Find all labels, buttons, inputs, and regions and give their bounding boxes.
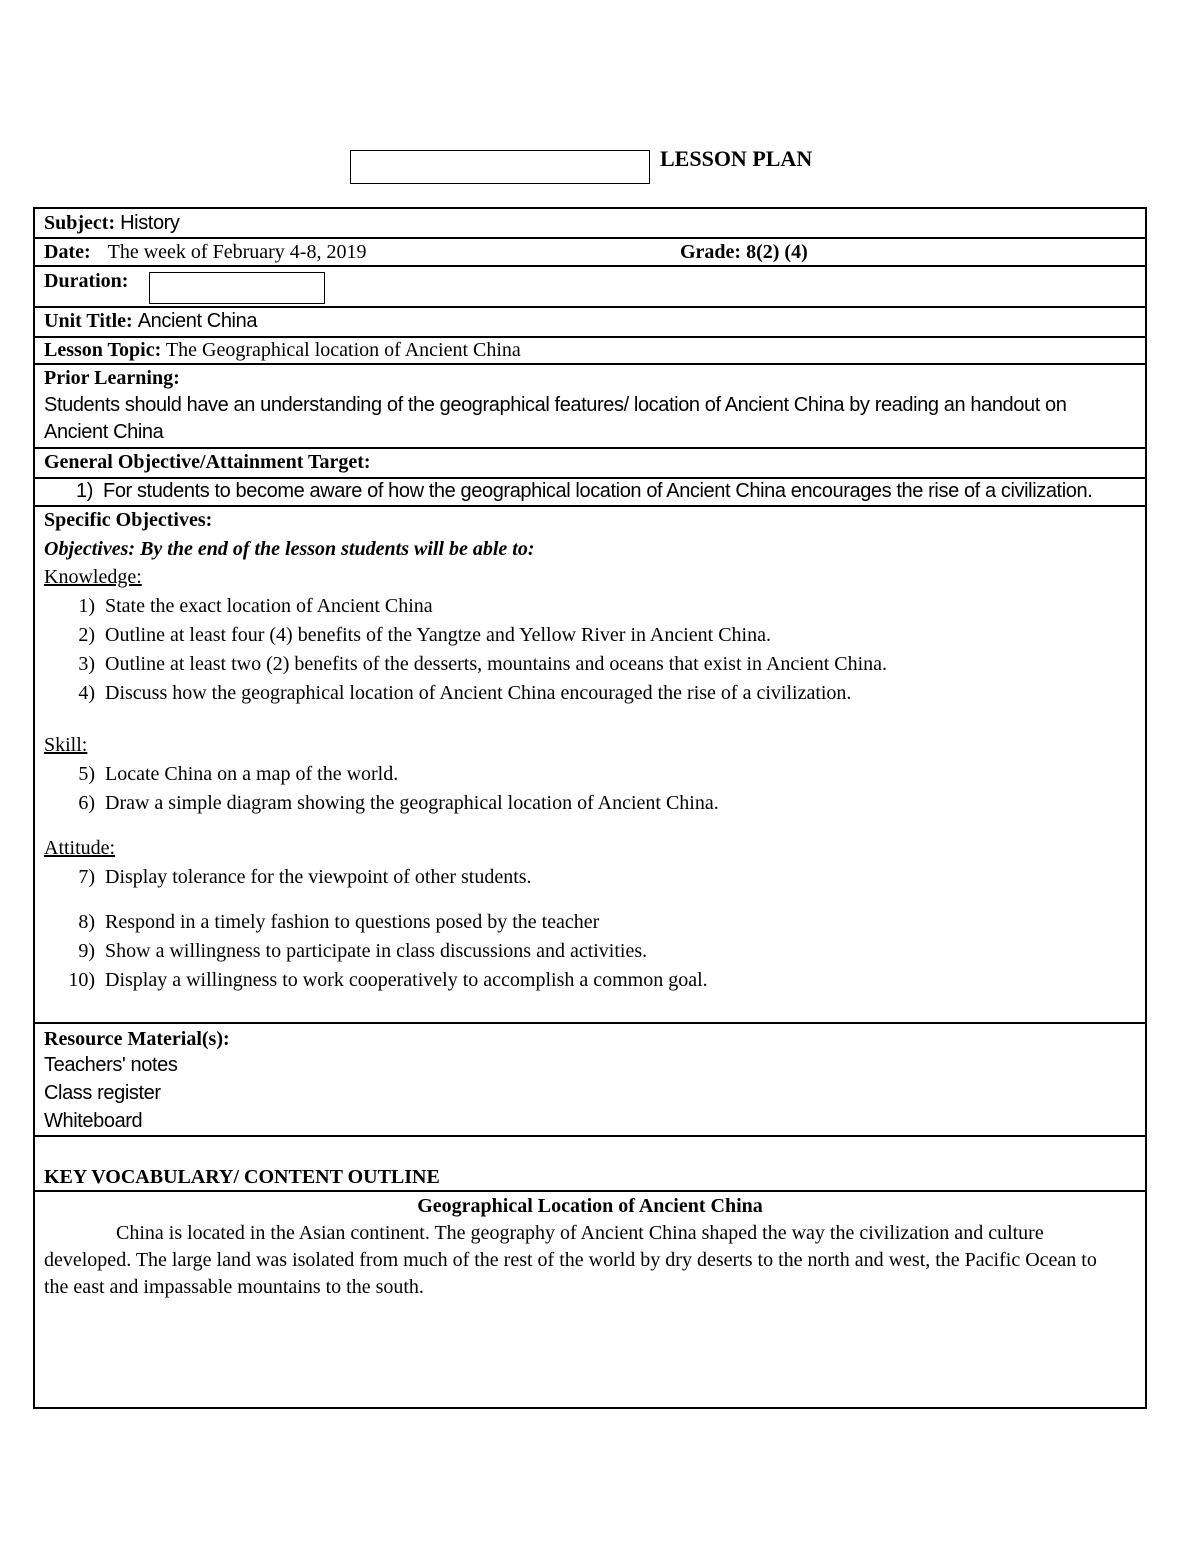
row-divider <box>35 265 1145 267</box>
topic-row <box>44 337 521 363</box>
resource-item: Whiteboard <box>44 1110 143 1132</box>
list-item: 4) Discuss how the geographical location of Ancient China encouraged the rise of a civilization. <box>78 682 852 704</box>
attitude-label: Attitude: <box>44 837 116 859</box>
list-item: 9) Show a willingness to participate in class discussions and activities. <box>78 940 648 962</box>
date-label: Date: <box>44 241 91 263</box>
prior-label: Prior Learning: <box>44 367 180 389</box>
row-divider <box>35 363 1145 365</box>
subject-value: History <box>120 212 180 234</box>
resource-item: Class register <box>44 1082 161 1104</box>
list-item: 8) Respond in a timely fashion to questions posed by the teacher <box>78 911 600 933</box>
date-value: The week of February 4-8, 2019 <box>107 241 367 263</box>
list-item: 7) Display tolerance for the viewpoint of other students. <box>78 866 532 888</box>
general-text: For students to become aware of how the geographical location of Ancient China encourages the rise of a civilization. <box>103 480 1093 502</box>
topic-label: Lesson Topic: <box>44 339 162 361</box>
prior-line-1: Students should have an understanding of the geographical features/ location of Ancient China by reading an handout on <box>44 394 1067 416</box>
unit-row <box>44 308 257 334</box>
subject-label: Subject: <box>44 212 116 234</box>
vocab-paragraph: China is located in the Asian continent. The geography of Ancient China shaped the way the civilization and culture developed. The large land was isolated from much of the rest of the world by dry deserts to the north and west, the Pacific Ocean to the east and impassable mountains to the south. <box>44 1222 1097 1298</box>
header-blank-box <box>350 150 650 184</box>
vocab-label: KEY VOCABULARY/ CONTENT OUTLINE <box>44 1166 440 1188</box>
resources-label: Resource Material(s): <box>44 1028 230 1050</box>
objectives-intro: Objectives: By the end of the lesson students will be able to: <box>44 538 535 560</box>
resource-item: Teachers' notes <box>44 1054 178 1076</box>
row-divider <box>35 1022 1145 1024</box>
subject-row <box>44 210 180 236</box>
row-divider <box>35 1135 1145 1137</box>
knowledge-label: Knowledge: <box>44 566 142 588</box>
unit-label: Unit Title: <box>44 310 133 332</box>
list-item: 5) Locate China on a map of the world. <box>78 763 399 785</box>
topic-value: The Geographical location of Ancient China <box>165 339 521 361</box>
list-item: 6) Draw a simple diagram showing the geographical location of Ancient China. <box>78 792 719 814</box>
specific-label: Specific Objectives: <box>44 509 213 531</box>
list-item: 2) Outline at least four (4) benefits of the Yangtze and Yellow River in Ancient China. <box>78 624 771 646</box>
general-objective <box>35 478 1092 504</box>
lesson-plan-table <box>33 207 1147 1409</box>
list-item: 1) State the exact location of Ancient China <box>78 595 433 617</box>
page-title: LESSON PLAN <box>660 146 813 171</box>
unit-value: Ancient China <box>137 310 258 332</box>
list-item: 10) Display a willingness to work cooperatively to accomplish a common goal. <box>68 969 708 991</box>
date-row <box>44 239 366 265</box>
row-divider <box>35 1190 1145 1192</box>
duration-label: Duration: <box>44 270 129 292</box>
general-label: General Objective/Attainment Target: <box>44 451 371 473</box>
skill-label: Skill: <box>44 734 88 756</box>
grade-label: Grade: 8(2) (4) <box>680 241 808 263</box>
prior-line-2: Ancient China <box>44 421 164 443</box>
duration-field <box>149 272 325 304</box>
list-item: 3) Outline at least two (2) benefits of the desserts, mountains and oceans that exist in Ancient China. <box>78 653 888 675</box>
vocab-heading: Geographical Location of Ancient China <box>417 1195 763 1217</box>
general-num: 1) <box>76 480 93 502</box>
